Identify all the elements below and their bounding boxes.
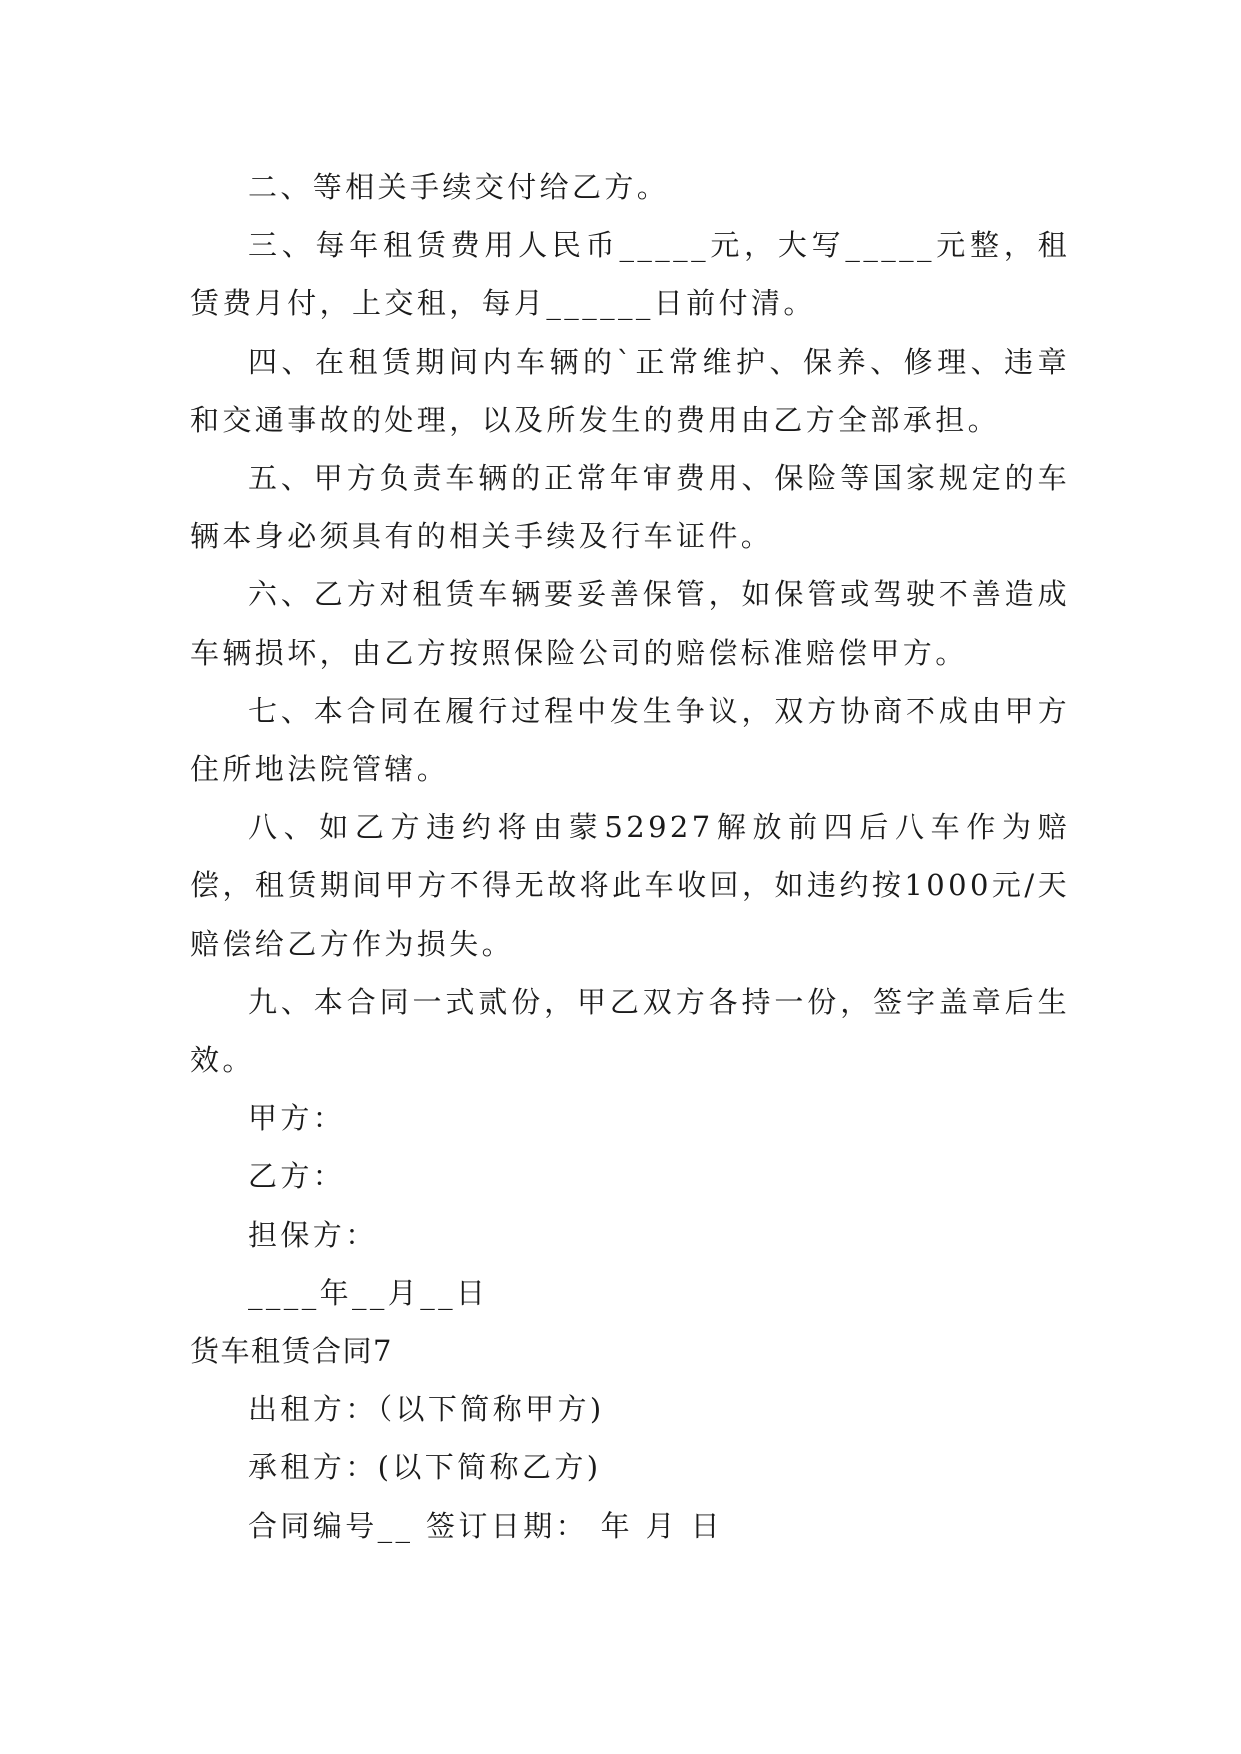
clause-3: 三、每年租赁费用人民币_____元，大写_____元整，租赁费月付，上交租，每月______日前付清。 xyxy=(190,228,1070,321)
clause-6: 六、乙方对租赁车辆要妥善保管，如保管或驾驶不善造成车辆损坏，由乙方按照保险公司的赔偿标准赔偿甲方。 xyxy=(190,577,1070,670)
clause-7: 七、本合同在履行过程中发生争议，双方协商不成由甲方住所地法院管辖。 xyxy=(190,693,1070,787)
clause-8: 八、如乙方违约将由蒙52927解放前四后八车作为赔偿，租赁期间甲方不得无故将此车收回，如违约按1000元/天赔偿给乙方作为损失。 xyxy=(190,810,1070,961)
clause-2: 二、等相关手续交付给乙方。 xyxy=(248,170,670,204)
signature-party-b: 乙方： xyxy=(248,1159,346,1194)
signature-date: ____年__月__日 xyxy=(248,1275,489,1310)
lessee-line: 承租方：(以下简称乙方) xyxy=(248,1450,602,1485)
clause-9: 九、本合同一式贰份，甲乙双方各持一份，签字盖章后生效。 xyxy=(190,984,1070,1078)
contract-number-line: 合同编号__ 签订日期： 年 月 日 xyxy=(248,1508,724,1543)
section-heading: 货车租赁合同7 xyxy=(190,1334,393,1369)
signature-party-a: 甲方： xyxy=(248,1101,346,1136)
signature-guarantor: 担保方： xyxy=(248,1217,378,1252)
clause-5: 五、甲方负责车辆的正常年审费用、保险等国家规定的车辆本身必须具有的相关手续及行车证件。 xyxy=(190,461,1070,554)
lessor-line: 出租方：（以下简称甲方) xyxy=(248,1392,605,1427)
document-body xyxy=(190,158,1070,1555)
clause-4: 四、在租赁期间内车辆的`正常维护、保养、修理、违章和交通事故的处理，以及所发生的费用由乙方全部承担。 xyxy=(190,344,1070,437)
